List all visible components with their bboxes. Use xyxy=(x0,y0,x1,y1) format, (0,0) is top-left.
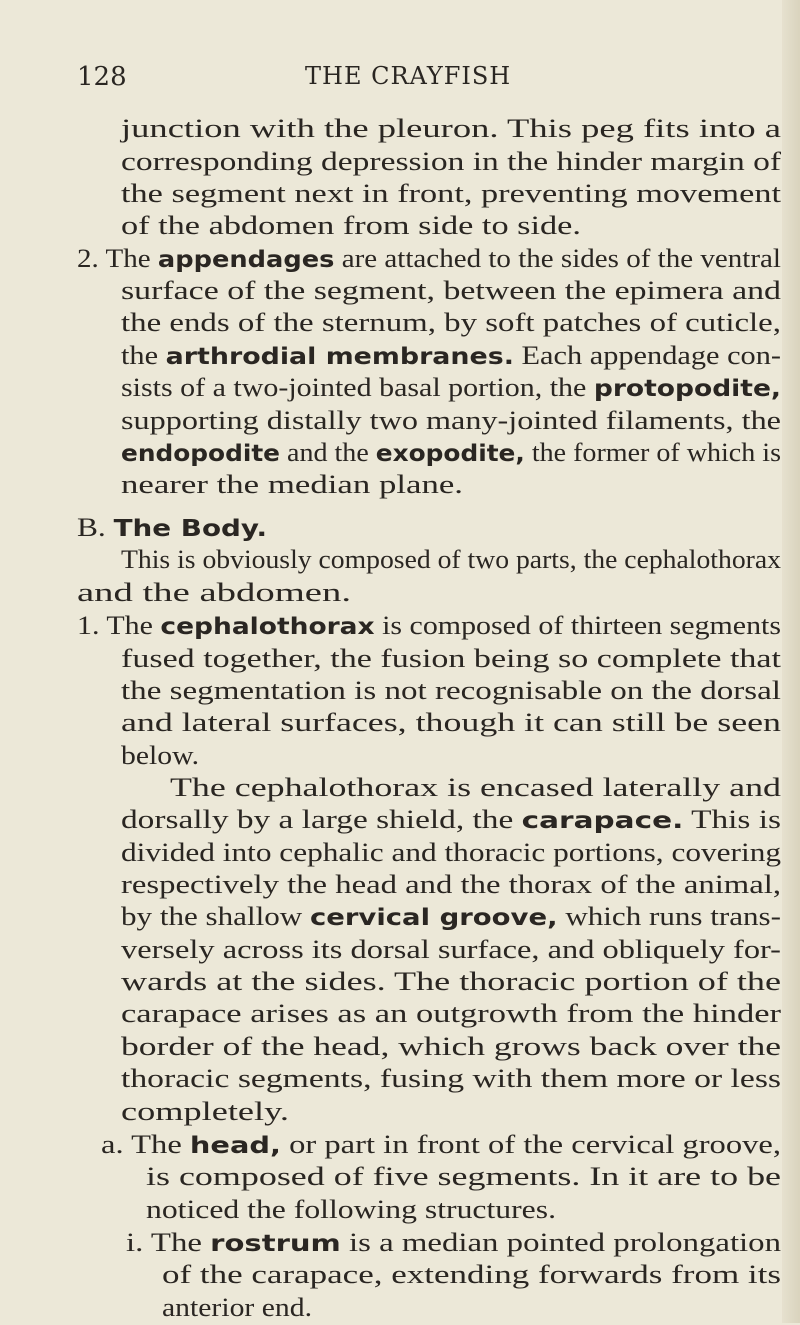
text-run: is composed of five segments. In it are to be xyxy=(146,1162,782,1191)
bold-term: arthrodial membranes. xyxy=(165,344,514,370)
text-line xyxy=(121,674,782,708)
text-run: of the carapace, extending forwards from its xyxy=(162,1260,781,1289)
text-run: which runs trans- xyxy=(557,902,781,931)
text-run: nearer the median plane. xyxy=(121,470,464,499)
page-header xyxy=(0,62,800,102)
text-line xyxy=(121,404,781,438)
text-line xyxy=(170,771,782,805)
text-line xyxy=(121,868,782,902)
text-line xyxy=(77,242,781,277)
bold-term: exopodite, xyxy=(375,441,525,467)
page-edge-shadow xyxy=(782,0,800,1323)
text-run: and the abdomen. xyxy=(77,578,351,607)
bold-term: appendages xyxy=(157,247,335,273)
text-run: This is obviously composed of two parts, the cephalothorax xyxy=(121,545,781,574)
text-run: are attached to the sides of the ventral xyxy=(334,244,781,273)
text-run: wards at the sides. The thoracic portion of the xyxy=(121,967,781,996)
bold-term: cervical groove, xyxy=(309,905,558,931)
text-run: fused together, the fusion being so complete that xyxy=(121,644,781,673)
text-run: or part in front of the cervical groove, xyxy=(280,1130,781,1159)
text-run: and lateral surfaces, though it can still be seen xyxy=(121,708,781,737)
text-line xyxy=(121,1030,782,1064)
text-line xyxy=(121,339,781,374)
text-line xyxy=(121,543,781,577)
text-line xyxy=(126,1226,781,1261)
text-line xyxy=(121,371,782,406)
text-line xyxy=(77,511,267,546)
text-line xyxy=(121,933,781,967)
text-line xyxy=(121,803,782,838)
bold-term: head, xyxy=(189,1133,281,1159)
text-line xyxy=(121,1095,290,1129)
text-line xyxy=(121,1062,782,1096)
text-run: This is xyxy=(683,805,782,834)
text-line xyxy=(121,112,782,146)
text-run: thoracic segments, fusing with them more or less xyxy=(121,1064,782,1093)
text-run: dorsally by a large shield, the xyxy=(121,805,522,834)
text-line xyxy=(121,706,781,740)
text-line xyxy=(121,177,781,211)
text-run: 1. The xyxy=(77,611,161,640)
text-line xyxy=(146,1160,782,1194)
text-run: 2. The xyxy=(77,244,158,273)
text-run: carapace arises as an outgrowth from the hinder xyxy=(121,999,782,1028)
text-run: noticed the following structures. xyxy=(146,1195,557,1224)
text-line xyxy=(101,1128,781,1163)
text-run: anterior end. xyxy=(162,1293,312,1322)
text-run: divided into cephalic and thoracic portions, covering xyxy=(121,838,782,867)
text-run: is a median pointed prolongation xyxy=(340,1228,781,1257)
bold-term: endopodite xyxy=(121,441,281,467)
page-number: 128 xyxy=(77,62,127,92)
text-run: sists of a two-jointed basal portion, the xyxy=(121,373,594,402)
text-line xyxy=(121,965,781,999)
text-line xyxy=(121,274,781,308)
text-run: the former of which is xyxy=(524,438,781,467)
text-line xyxy=(146,1193,557,1227)
text-line xyxy=(121,306,782,340)
text-run: respectively the head and the thorax of the animal, xyxy=(121,870,782,899)
text-run: corresponding depression in the hinder margin of xyxy=(121,147,782,176)
text-run: border of the head, which grows back over the xyxy=(121,1032,782,1061)
text-run: junction with the pleuron. This peg fits into a xyxy=(121,114,782,143)
text-run: completely. xyxy=(121,1097,290,1126)
text-run: B. xyxy=(77,513,114,542)
text-line xyxy=(121,900,781,935)
text-run: supporting distally two many-jointed filaments, the xyxy=(121,406,781,435)
text-line xyxy=(121,642,781,676)
text-run: the xyxy=(121,341,166,370)
bold-term: cephalothorax xyxy=(160,614,375,640)
text-line xyxy=(121,145,782,179)
text-run: surface of the segment, between the epimera and xyxy=(121,276,781,305)
text-run: the segmentation is not recognisable on the dorsal xyxy=(121,676,782,705)
text-run: versely across its dorsal surface, and obliquely for- xyxy=(121,935,781,964)
text-run: The cephalothorax is encased laterally and xyxy=(170,773,782,802)
text-run: and the xyxy=(280,438,376,467)
bold-term: carapace. xyxy=(521,808,684,834)
text-line xyxy=(162,1291,312,1325)
text-line xyxy=(121,209,581,243)
text-line xyxy=(121,468,464,502)
text-run: a. The xyxy=(101,1130,190,1159)
text-run: is composed of thirteen segments xyxy=(374,611,782,640)
text-line xyxy=(77,576,351,610)
text-run: of the abdomen from side to side. xyxy=(121,211,581,240)
text-line xyxy=(121,739,199,773)
text-run: the ends of the sternum, by soft patches of cuticle, xyxy=(121,308,782,337)
text-run: i. The xyxy=(126,1228,211,1257)
running-head: THE CRAYFISH xyxy=(305,62,512,90)
text-line xyxy=(121,836,782,870)
text-run: below. xyxy=(121,741,199,770)
bold-term: The Body. xyxy=(113,516,267,542)
text-run: the segment next in front, preventing movement xyxy=(121,179,781,208)
text-run: Each appendage con- xyxy=(513,341,781,370)
text-line xyxy=(121,436,781,471)
text-run: by the shallow xyxy=(121,902,310,931)
text-line xyxy=(77,609,782,644)
text-line xyxy=(121,997,782,1031)
bold-term: rostrum xyxy=(210,1231,341,1257)
bold-term: protopodite, xyxy=(593,376,782,402)
text-line xyxy=(162,1258,781,1292)
